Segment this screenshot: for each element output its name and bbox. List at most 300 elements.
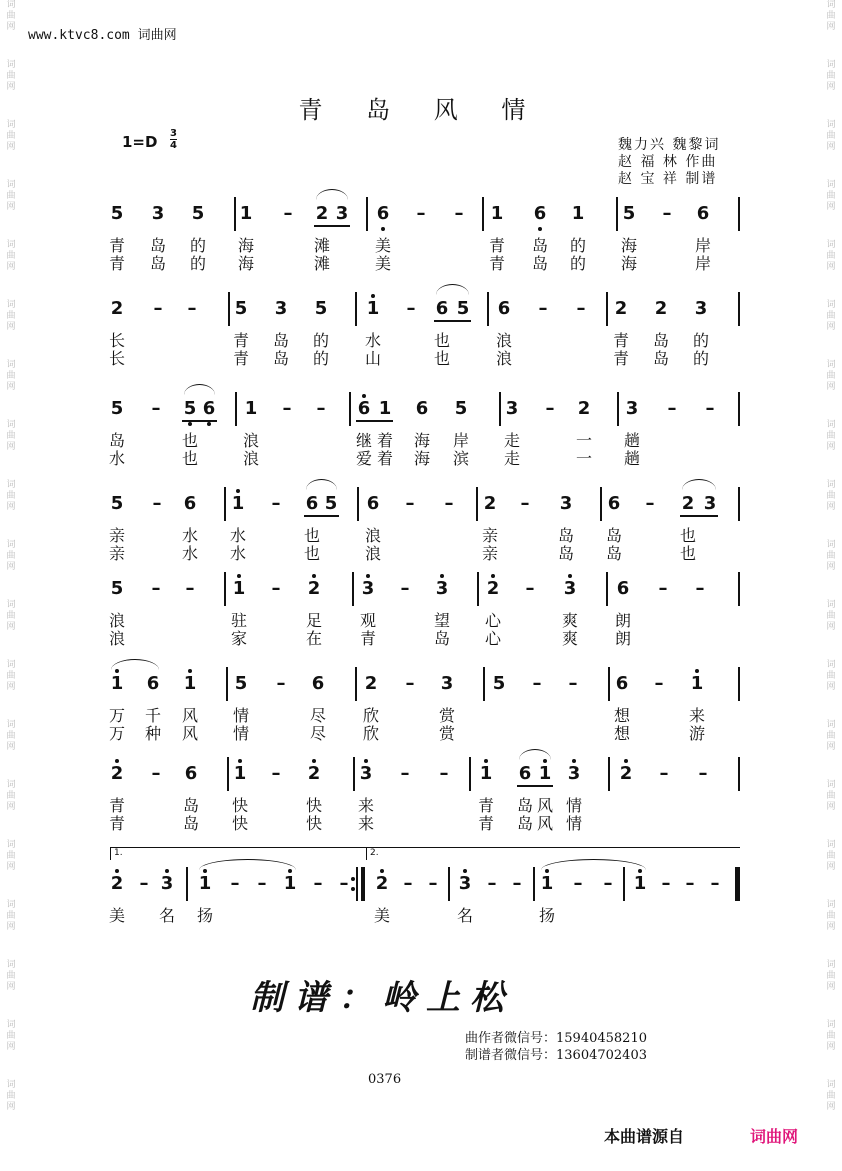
barline [482, 197, 484, 231]
song-title: 青 岛 风 情 [298, 96, 544, 124]
lyric: 朗 [614, 611, 631, 630]
barline [606, 292, 608, 326]
barline [353, 757, 355, 791]
lyric: 青 [477, 796, 494, 815]
watermark-char: 曲 [826, 371, 836, 381]
watermark-char: 曲 [6, 251, 16, 261]
watermark-char: 词 [6, 840, 16, 850]
lyric: 岛 [108, 431, 125, 450]
note: 1 [366, 298, 380, 319]
lyric: 浪 [108, 611, 125, 630]
watermark-char: 词 [826, 240, 836, 250]
note: – [654, 673, 664, 694]
lyric: 水 [229, 544, 246, 563]
lyric: 浪 [242, 449, 259, 468]
barline [477, 572, 479, 606]
note: 1 [490, 203, 504, 224]
lyric: 海 [413, 431, 430, 450]
lyric: 岛 [149, 254, 166, 273]
watermark-char: 网 [826, 862, 836, 872]
note: – [276, 673, 286, 694]
note: 3 [151, 203, 165, 224]
watermark-char: 曲 [826, 851, 836, 861]
note: 1 [110, 673, 124, 694]
lyric: 趟 [623, 431, 640, 450]
lyric: 水 [108, 449, 125, 468]
note: 6 [607, 493, 621, 514]
note: 1 [239, 203, 253, 224]
watermark-char: 词 [6, 780, 16, 790]
lyric: 亲 [108, 526, 125, 545]
lyric: 来 [357, 814, 374, 833]
watermark-char: 网 [6, 682, 16, 692]
lyric: 的 [692, 331, 709, 350]
note: – [282, 398, 292, 419]
watermark-char: 词 [826, 600, 836, 610]
lyric: 浪 [364, 526, 381, 545]
arranger-signature: 制谱：岭上松 [250, 978, 514, 1018]
note: – [313, 873, 323, 894]
watermark-char: 词 [826, 900, 836, 910]
lyric: 岛 [433, 629, 450, 648]
watermark-char: 网 [826, 622, 836, 632]
lyric: 青 [232, 349, 249, 368]
lyric: 游 [688, 724, 705, 743]
note: 3 [703, 493, 717, 514]
note: 2 [375, 873, 389, 894]
note: 5 [622, 203, 636, 224]
barline [499, 392, 501, 426]
lyric: 千 [144, 706, 161, 725]
lyric: 欣 [362, 724, 379, 743]
watermark-char: 曲 [6, 431, 16, 441]
lyric: 岛 [531, 236, 548, 255]
note: – [487, 873, 497, 894]
credit-arranger: 赵 宝 祥 制谱 [618, 171, 718, 187]
note: 2 [486, 578, 500, 599]
lyric: 继 [355, 431, 372, 450]
lyric: 情 [232, 724, 249, 743]
watermark-char: 曲 [826, 491, 836, 501]
note: 1 [690, 673, 704, 694]
note: 1 [232, 578, 246, 599]
octave-dot [538, 227, 542, 231]
barline [600, 487, 602, 521]
octave-dot [381, 227, 385, 231]
note: 2 [307, 763, 321, 784]
lyric: 望 [433, 611, 450, 630]
note: 6 [533, 203, 547, 224]
barline [352, 572, 354, 606]
note: – [667, 398, 677, 419]
barline [234, 197, 236, 231]
lyric: 观 [359, 611, 376, 630]
note: – [661, 873, 671, 894]
barline [224, 487, 226, 521]
note: 2 [681, 493, 695, 514]
note: 2 [307, 578, 321, 599]
watermark-char: 网 [826, 202, 836, 212]
watermark-char: 曲 [6, 311, 16, 321]
lyric: 尽 [309, 724, 326, 743]
lyric: 亲 [108, 544, 125, 563]
lyric: 也 [181, 449, 198, 468]
barline [606, 572, 608, 606]
lyric: 浪 [108, 629, 125, 648]
note: 2 [619, 763, 633, 784]
note: 3 [160, 873, 174, 894]
note: – [400, 763, 410, 784]
lyric: 水 [181, 544, 198, 563]
lyric: 欣 [362, 706, 379, 725]
lyric: 走 [503, 449, 520, 468]
watermark-char: 曲 [826, 71, 836, 81]
lyric: 足 [305, 611, 322, 630]
lyric: 在 [305, 629, 322, 648]
note: 2 [364, 673, 378, 694]
lyric: 青 [612, 331, 629, 350]
lyric: 爽 [561, 611, 578, 630]
lyric: 也 [303, 526, 320, 545]
barline [738, 757, 740, 791]
lyric: 尽 [309, 706, 326, 725]
barline [224, 572, 226, 606]
watermark-char: 曲 [6, 71, 16, 81]
watermark-char: 曲 [826, 251, 836, 261]
lyric: 快 [231, 796, 248, 815]
lyric: 岛 [182, 814, 199, 833]
lyric: 亲 [481, 526, 498, 545]
lyric: 海 [237, 236, 254, 255]
lyric: 岛 [272, 349, 289, 368]
site-name[interactable]: 词曲网 [750, 1127, 799, 1146]
watermark-char: 曲 [826, 971, 836, 981]
note: 6 [615, 673, 629, 694]
watermark-char: 网 [826, 742, 836, 752]
lyric: 心 [484, 611, 501, 630]
watermark-char: 曲 [826, 191, 836, 201]
lyric: 一 [575, 449, 592, 468]
watermark-char: 网 [6, 862, 16, 872]
barline [738, 487, 740, 521]
note: – [705, 398, 715, 419]
repeat-end-thick [361, 867, 364, 901]
watermark-char: 词 [826, 60, 836, 70]
note: 5 [191, 203, 205, 224]
lyric: 滨 [452, 449, 469, 468]
octave-dot [165, 869, 169, 873]
watermark-char: 词 [826, 120, 836, 130]
note: 6 [616, 578, 630, 599]
lyric: 情 [565, 796, 582, 815]
watermark-char: 网 [6, 82, 16, 92]
lyric: 美 [108, 906, 125, 925]
lyric: 岛 [516, 796, 533, 815]
watermark-char: 词 [826, 540, 836, 550]
watermark-char: 词 [6, 540, 16, 550]
note: 6 [497, 298, 511, 319]
watermark-char: 词 [826, 300, 836, 310]
note: 5 [456, 298, 470, 319]
lyric: 岛 [182, 796, 199, 815]
lyric: 岛 [516, 814, 533, 833]
watermark-char: 曲 [6, 851, 16, 861]
note: 3 [563, 578, 577, 599]
note: – [603, 873, 613, 894]
lyric: 名 [456, 906, 473, 925]
barline [483, 667, 485, 701]
slur [316, 189, 348, 200]
watermark-char: 词 [6, 0, 16, 10]
volta-bracket: 2. [366, 847, 740, 860]
lyric: 滩 [313, 236, 330, 255]
lyric: 海 [620, 236, 637, 255]
lyric: 青 [108, 796, 125, 815]
watermark-char: 词 [6, 300, 16, 310]
note: 3 [335, 203, 349, 224]
lyric: 万 [108, 724, 125, 743]
lyric: 岸 [694, 254, 711, 273]
lyric: 趟 [623, 449, 640, 468]
lyric: 岛 [652, 331, 669, 350]
octave-dot [312, 574, 316, 578]
note: 5 [110, 578, 124, 599]
note: 5 [492, 673, 506, 694]
lyric: 岛 [149, 236, 166, 255]
lyric: 青 [612, 349, 629, 368]
lyric: 驻 [230, 611, 247, 630]
arranger-wechat: 制谱者微信号：13604702403 [465, 1048, 647, 1063]
repeat-dot [351, 877, 355, 881]
watermark-char: 词 [826, 780, 836, 790]
watermark-char: 曲 [6, 611, 16, 621]
octave-dot [572, 759, 576, 763]
beam-underline [314, 225, 350, 227]
barline [228, 292, 230, 326]
note: – [576, 298, 586, 319]
score-row [0, 848, 842, 985]
note: – [573, 873, 583, 894]
note: – [271, 578, 281, 599]
lyric: 赏 [438, 706, 455, 725]
lyric: 岛 [652, 349, 669, 368]
beam-underline [680, 515, 718, 517]
watermark-char: 网 [826, 262, 836, 272]
watermark-char: 词 [6, 900, 16, 910]
lyric: 水 [229, 526, 246, 545]
note: 5 [110, 493, 124, 514]
volta-bracket: 1. [110, 847, 366, 860]
watermark-char: 曲 [826, 1091, 836, 1101]
octave-dot [207, 422, 211, 426]
lyric: 岛 [557, 544, 574, 563]
note: 6 [696, 203, 710, 224]
lyric: 青 [108, 814, 125, 833]
watermark-char: 网 [826, 802, 836, 812]
note: – [152, 493, 162, 514]
note: 1 [571, 203, 585, 224]
octave-dot [237, 574, 241, 578]
note: 3 [694, 298, 708, 319]
note: 6 [184, 763, 198, 784]
watermark-char: 词 [826, 0, 836, 10]
watermark-char: 曲 [6, 1091, 16, 1101]
lyric: 爱 [355, 449, 372, 468]
watermark-char: 曲 [826, 11, 836, 21]
lyric: 朗 [614, 629, 631, 648]
barline [617, 392, 619, 426]
watermark-char: 网 [6, 562, 16, 572]
note: – [230, 873, 240, 894]
lyric: 风 [536, 814, 553, 833]
lyric: 青 [108, 254, 125, 273]
watermark-char: 词 [6, 360, 16, 370]
lyric: 想 [613, 706, 630, 725]
lyric: 水 [364, 331, 381, 350]
watermark-char: 网 [6, 202, 16, 212]
note: 1 [283, 873, 297, 894]
octave-dot [115, 869, 119, 873]
note: 2 [110, 298, 124, 319]
note: – [405, 493, 415, 514]
note: – [532, 673, 542, 694]
note: – [339, 873, 349, 894]
watermark-char: 曲 [6, 11, 16, 21]
note: – [428, 873, 438, 894]
note: – [153, 298, 163, 319]
watermark-char: 词 [826, 720, 836, 730]
octave-dot [568, 574, 572, 578]
barline [476, 487, 478, 521]
barline [186, 867, 188, 901]
watermark-char: 网 [826, 682, 836, 692]
lyric: 海 [620, 254, 637, 273]
note: 3 [505, 398, 519, 419]
note: – [568, 673, 578, 694]
lyric: 岛 [531, 254, 548, 273]
watermark-char: 网 [826, 142, 836, 152]
octave-dot [188, 669, 192, 673]
barline [738, 867, 740, 901]
watermark-char: 曲 [826, 611, 836, 621]
note: 2 [110, 873, 124, 894]
note: 6 [518, 763, 532, 784]
lyric: 走 [503, 431, 520, 450]
final-bar [735, 867, 738, 901]
beam-underline [182, 420, 217, 422]
lyric: 也 [433, 349, 450, 368]
lyric: 来 [357, 796, 374, 815]
barline [738, 667, 740, 701]
lyric: 也 [679, 526, 696, 545]
note: 2 [110, 763, 124, 784]
lyric: 的 [569, 254, 586, 273]
watermark-char: 网 [6, 802, 16, 812]
watermark-char: 网 [826, 442, 836, 452]
octave-dot [238, 759, 242, 763]
watermark-char: 词 [6, 420, 16, 430]
barline [469, 757, 471, 791]
note: 5 [110, 203, 124, 224]
watermark-char: 词 [6, 480, 16, 490]
watermark-char: 曲 [826, 431, 836, 441]
watermark-char: 词 [6, 60, 16, 70]
lyric: 也 [433, 331, 450, 350]
lyric: 岛 [605, 526, 622, 545]
note: 5 [454, 398, 468, 419]
octave-dot [366, 574, 370, 578]
beam-underline [304, 515, 339, 517]
note: – [659, 763, 669, 784]
watermark-char: 网 [6, 742, 16, 752]
lyric: 也 [181, 431, 198, 450]
note: 3 [625, 398, 639, 419]
note: 1 [538, 763, 552, 784]
watermark-char: 网 [826, 1042, 836, 1052]
watermark-char: 网 [6, 1102, 16, 1112]
watermark-char: 曲 [6, 671, 16, 681]
watermark-char: 曲 [6, 731, 16, 741]
octave-dot [491, 574, 495, 578]
lyric: 岛 [272, 331, 289, 350]
source-label: 本曲谱源自 [604, 1127, 685, 1146]
note: 1 [233, 763, 247, 784]
beam-underline [356, 420, 393, 422]
note: 3 [458, 873, 472, 894]
lyric: 情 [232, 706, 249, 725]
note: 5 [234, 673, 248, 694]
watermark-char: 曲 [6, 971, 16, 981]
octave-dot [236, 489, 240, 493]
watermark-char: 曲 [826, 911, 836, 921]
composer-wechat: 曲作者微信号：15940458210 [465, 1031, 647, 1046]
barline [357, 487, 359, 521]
note: 2 [315, 203, 329, 224]
beam-underline [434, 320, 471, 322]
watermark-char: 网 [6, 382, 16, 392]
watermark-char: 曲 [826, 551, 836, 561]
barline [738, 572, 740, 606]
lyric: 滩 [313, 254, 330, 273]
note: 1 [198, 873, 212, 894]
note: – [520, 493, 530, 514]
watermark-char: 曲 [6, 131, 16, 141]
time-signature: $\frac{3}{4}$ [170, 128, 177, 151]
note: – [512, 873, 522, 894]
watermark-char: 曲 [826, 311, 836, 321]
lyric: 名 [158, 906, 175, 925]
barline [349, 392, 351, 426]
octave-dot [312, 759, 316, 763]
lyric: 快 [305, 814, 322, 833]
barline [355, 667, 357, 701]
barline [738, 292, 740, 326]
note: – [698, 763, 708, 784]
lyric: 着 [376, 449, 393, 468]
lyric: 亲 [481, 544, 498, 563]
note: – [151, 398, 161, 419]
lyric: 一 [575, 431, 592, 450]
lyric: 美 [374, 236, 391, 255]
watermark-char: 词 [826, 180, 836, 190]
barline [227, 757, 229, 791]
lyric: 心 [484, 629, 501, 648]
watermark-char: 词 [6, 600, 16, 610]
note: 6 [305, 493, 319, 514]
credit-lyricist: 魏力兴 魏黎词 [618, 137, 721, 153]
note: 6 [202, 398, 216, 419]
watermark-char: 网 [6, 502, 16, 512]
